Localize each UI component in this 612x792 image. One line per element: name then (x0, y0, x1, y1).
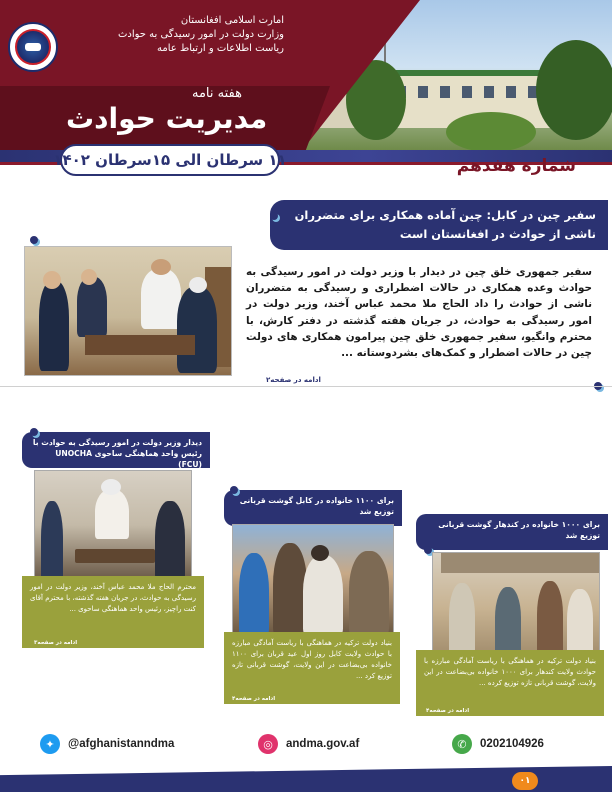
card-1-continue-link[interactable]: ادامه در صفحه۳ (34, 640, 78, 646)
phone-icon: ✆ (452, 734, 472, 754)
card-3-headline: برای ۱۰۰۰ خانواده در کندهار گوشت قربانی توزیع شد (416, 514, 608, 550)
newsletter-title: مدیریت حوادث (66, 102, 268, 135)
issue-date: ۱۱ سرطان الی ۱۵سرطان ۱۴۰۲ (53, 151, 287, 169)
website-url[interactable]: andma.gov.af (286, 738, 360, 750)
card-2-photo (232, 524, 394, 634)
main-article-headline: سفیر چین در کابل: چین آماده همکاری برای متضرران ناشی از حوادث در افغانستان است (270, 200, 608, 250)
org-line-1: امارت اسلامی افغانستان (180, 15, 284, 26)
organization-name (118, 14, 284, 56)
pin-icon (30, 236, 38, 244)
page-number: ۰۱ (512, 772, 538, 790)
card-1-text: محترم الحاج ملا محمد عباس آخند، وزیر دولت در امور رسیدگی به حوادث، در جریان هفته گذشته، با محترم آقای کنت راچیز، رئیس واحد هماهنگی ساحوی ... (22, 576, 204, 648)
main-article-continue-link[interactable]: ادامه در صفحه۲ (266, 376, 321, 384)
section-divider (0, 386, 612, 387)
pin-icon (270, 212, 278, 220)
issue-date-pill (53, 144, 287, 176)
twitter-handle[interactable]: @afghanistanndma (68, 738, 175, 750)
ministry-logo-icon (8, 22, 58, 72)
pin-icon (230, 486, 238, 494)
twitter-icon: ✦ (40, 734, 60, 754)
card-1-photo (34, 470, 192, 580)
card-2-headline: برای ۱۱۰۰ خانواده در کابل گوشت قربانی توزیع شد (224, 490, 402, 526)
issue-number: شماره هفدهم (456, 156, 576, 176)
card-2-text: بنیاد دولت ترکیه در هماهنگی با ریاست آمادگی مبارزه با حوادث ولایت کابل روز اول عید قربان برای ۱۱۰۰ خانواده بی‌بضاعت در این ولایت، گوشت قربانی تازه توزیع کرد ... (224, 632, 400, 704)
card-2-continue-link[interactable]: ادامه در صفحه۴ (232, 696, 276, 702)
pin-icon (424, 546, 432, 554)
card-3-photo (432, 552, 600, 654)
weekly-label: هفته نامه (192, 86, 242, 101)
twitter-contact[interactable] (40, 734, 174, 754)
website-contact[interactable] (258, 734, 359, 754)
card-3-continue-link[interactable]: ادامه در صفحه۴ (426, 708, 470, 714)
phone-contact[interactable] (452, 734, 544, 754)
globe-icon: ◎ (258, 734, 278, 754)
card-3-text: بنیاد دولت ترکیه در هماهنگی با ریاست آمادگی مبارزه با حوادث ولایت کندهار برای ۱۰۰۰ خانواده بی‌بضاعت در این ولایت، گوشت قربانی تازه توزیع کرده ... (416, 650, 604, 716)
pin-icon (30, 428, 38, 436)
card-1-headline: دیدار وزیر دولت در امور رسیدگی به حوادث با رئیس واحد هماهنگی ساحوی UNOCHA (FCU) (22, 432, 210, 468)
meeting-photo (24, 246, 232, 376)
phone-number[interactable]: 0202104926 (480, 738, 544, 750)
org-line-2: وزارت دولت در امور رسیدگی به حوادث (117, 29, 284, 40)
main-article-body: سفیر جمهوری خلق چین در دیدار با وزیر دولت در امور رسیدگی به حوادث وعده همکاری در حالات اضطراری و رسیدگی به متضرران ناشی از حوادث را داد الحاج ملا محمد عباس آخند، وزیر دولت در امور رسیدگی به حوادث، در جریان هفته گذشته در دفتر کارش، با محترم وانگیو، سفیر جمهوری خلق چین پیرامون همکاری های دولت چین در حالات اضطرار و کمک‌های بشردوستانه ... (246, 266, 592, 360)
org-line-3: ریاست اطلاعات و ارتباط عامه (157, 43, 284, 54)
